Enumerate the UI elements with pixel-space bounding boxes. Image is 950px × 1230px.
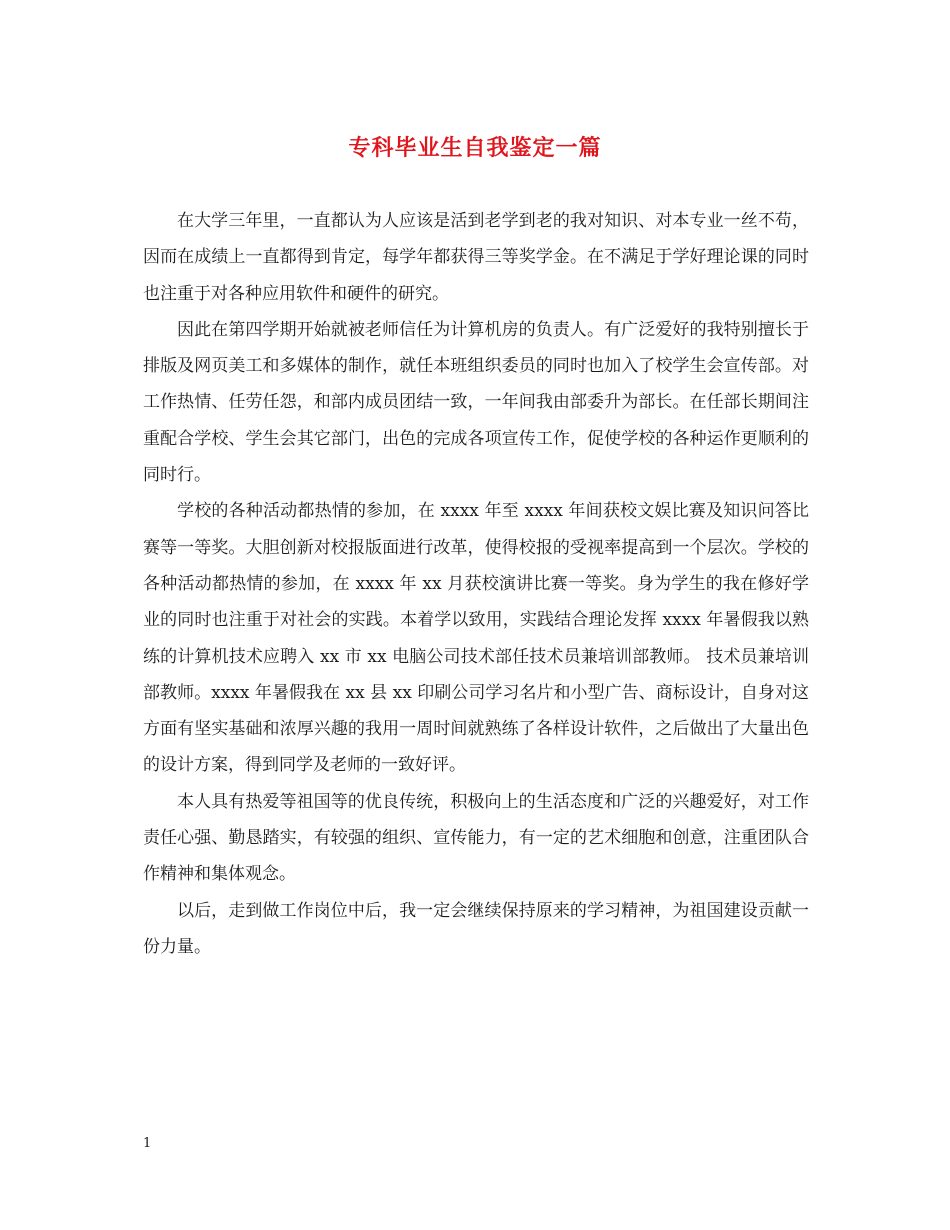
document-body <box>143 203 809 965</box>
paragraph-4: 本人具有热爱等祖国等的优良传统，积极向上的生活态度和广泛的兴趣爱好，对工作责任心强、勤恳踏实，有较强的组织、宣传能力，有一定的艺术细胞和创意，注重团队合作精神和集体观念。 <box>143 791 809 885</box>
page-number: 1 <box>143 1136 152 1151</box>
paragraph-1: 在大学三年里，一直都认为人应该是活到老学到老的我对知识、对本专业一丝不苟，因而在成绩上一直都得到肯定，每学年都获得三等奖学金。在不满足于学好理论课的同时也注重于对各种应用软件和硬件的研究。 <box>143 211 809 304</box>
document-title: 专科毕业生自我鉴定一篇 <box>348 135 602 161</box>
paragraph-5: 以后，走到做工作岗位中后，我一定会继续保持原来的学习精神，为祖国建设贡献一份力量。 <box>143 900 809 957</box>
paragraph-3: 学校的各种活动都热情的参加，在 xxxx 年至 xxxx 年间获校文娱比赛及知识问答比赛等一等奖。大胆创新对校报版面进行改革，使得校报的受视率提高到一个层次。学校的各种活动都热情的参加，在 xxxx 年 xx 月获校演讲比赛一等奖。身为学生的我在修好学业的同时也注重于对社会的实践。本着学以致用，实践结合理论发挥 xxxx 年暑假我以熟练的计算机技术应聘入 xx 市 xx 电脑公司技术部任技术员兼培训部教师。 技术员兼培训部教师。xxxx 年暑假我在 xx 县 xx 印刷公司学习名片和小型广告、商标设计，自身对这方面有坚实基础和浓厚兴趣的我用一周时间就熟练了各样设计软件，之后做出了大量出色的设计方案，得到同学及老师的一致好评。 <box>143 501 809 776</box>
paragraph-2: 因此在第四学期开始就被老师信任为计算机房的负责人。有广泛爱好的我特别擅长于排版及网页美工和多媒体的制作，就任本班组织委员的同时也加入了校学生会宣传部。对工作热情、任劳任怨，和部内成员团结一致，一年间我由部委升为部长。在任部长期间注重配合学校、学生会其它部门，出色的完成各项宣传工作，促使学校的各种运作更顺利的同时行。 <box>143 319 809 486</box>
